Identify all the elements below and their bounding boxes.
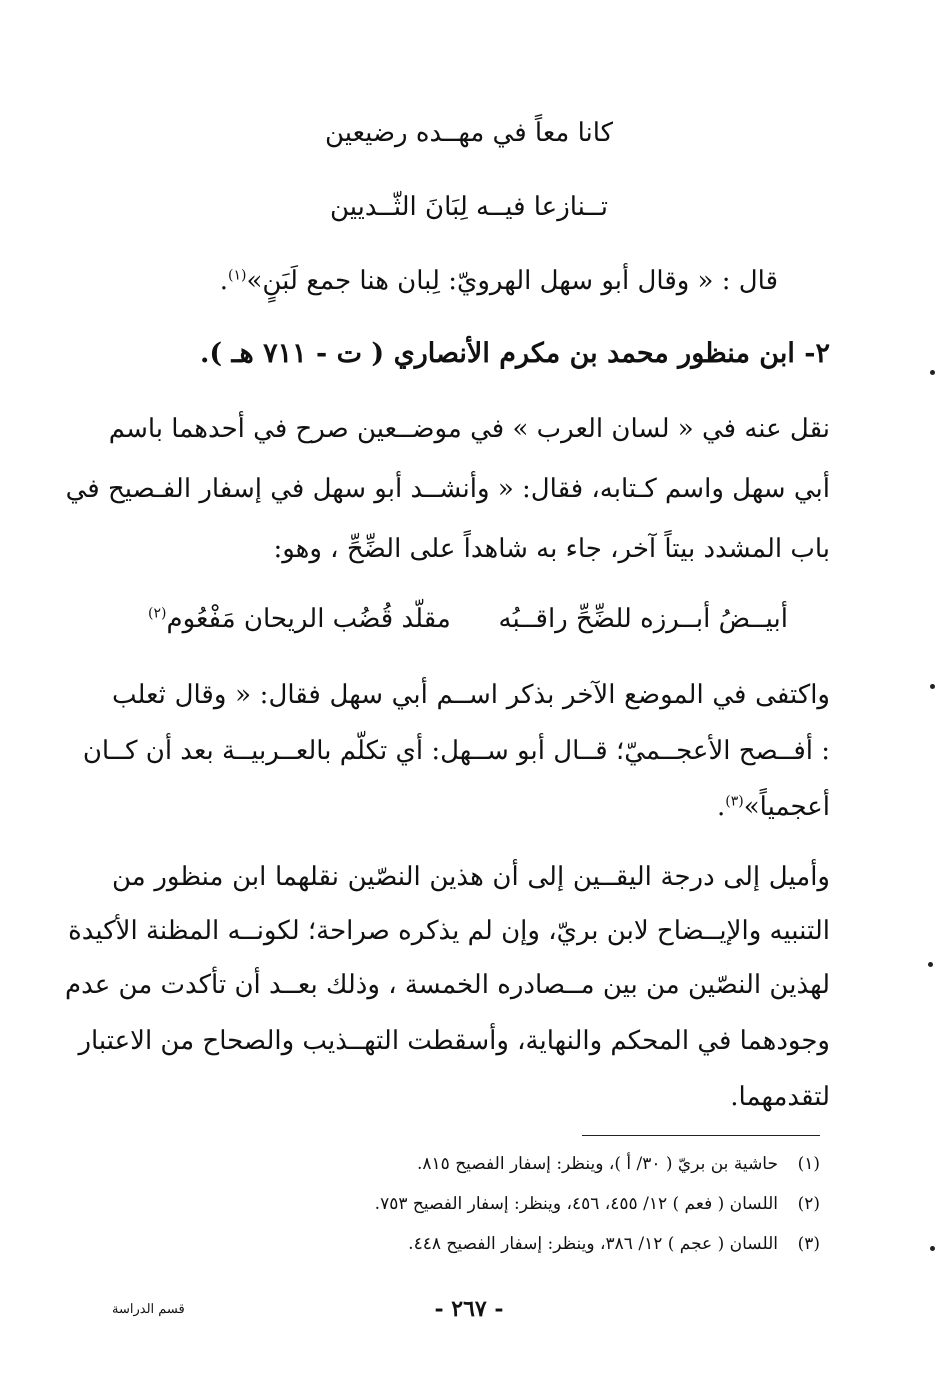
footnote-3-number: (٣) bbox=[797, 1234, 820, 1254]
section-label: قسم الدراسة bbox=[112, 1302, 185, 1317]
footnote-ref-3: (٣) bbox=[725, 793, 744, 810]
verse2-left-text: مقلّد قُضُب الريحان مَفْعُوم bbox=[166, 604, 451, 634]
footnote-1-number: (١) bbox=[797, 1154, 820, 1174]
scan-speck bbox=[930, 370, 935, 375]
para2-line-3-text: أعجمياً» bbox=[743, 792, 830, 822]
footnote-2-text: اللسان ( فعم ) ١٢/ ٤٥٥، ٤٥٦، وينظر: إسفار الفصيح ٧٥٣. bbox=[374, 1194, 778, 1214]
para3-line-1: وأميل إلى درجة اليقــين إلى أن هذين النصّين نقلهما ابن منظور من bbox=[112, 862, 830, 892]
footnote-1-text: حاشية بن بريّ ( ٣٠/ أ )، وينظر: إسفار الفصيح ٨١٥. bbox=[416, 1154, 778, 1174]
para3-line-2: التنبيه والإيــضاح لابن بريّ، وإن لم يذكره صراحة؛ لكونــه المظنة الأكيدة bbox=[68, 916, 830, 946]
footnote-separator bbox=[582, 1135, 820, 1136]
para2-line-2: : أفــصح الأعجــميّ؛ قــال أبو ســهل: أي تكلّم بالعــربيــة بعد أن كــان bbox=[82, 736, 830, 766]
para1-line-1: نقل عنه في « لسان العرب » في موضــعين صرح في أحدهما باسم bbox=[108, 414, 830, 444]
footnote-ref-2: (٢) bbox=[148, 605, 167, 622]
footnote-3 bbox=[408, 1234, 820, 1254]
footnote-2 bbox=[375, 1194, 820, 1214]
footnote-1 bbox=[417, 1154, 820, 1174]
scan-speck bbox=[930, 684, 935, 689]
verse2-right-hemistich: أبيــضُ أبــرزه للضِّحِّ راقــبُه bbox=[498, 604, 788, 634]
page-number: - ٢٦٧ - bbox=[434, 1296, 504, 1322]
para2-line-1: واكتفى في الموضع الآخر بذكر اســم أبي سهل فقال: « وقال ثعلب bbox=[112, 680, 830, 710]
para3-line-5: لتقدمهما. bbox=[730, 1082, 830, 1112]
section-heading: ٢- ابن منظور محمد بن مكرم الأنصاري ( ت - ٧١١ هـ ). bbox=[199, 338, 830, 369]
scan-speck bbox=[930, 1246, 935, 1251]
quote-line bbox=[220, 266, 778, 296]
quote-end: . bbox=[219, 266, 229, 296]
footnote-ref-1: (١) bbox=[228, 267, 247, 284]
para3-line-4: وجودهما في المحكم والنهاية، وأسقطت التهــذيب والصحاح من الاعتبار bbox=[78, 1026, 830, 1056]
para1-line-3: باب المشدد بيتاً آخر، جاء به شاهداً على الضِّحِّ ، وهو: bbox=[273, 534, 830, 564]
para2-line-3 bbox=[112, 792, 830, 822]
verse-line-1: كانا معاً في مهــده رضيعين bbox=[324, 118, 614, 148]
para1-line-2: أبي سهل واسم كـتابه، فقال: « وأنشــد أبو سهل في إسفار الفـصيح في bbox=[65, 474, 830, 504]
quote-text: قال : « وقال أبو سهل الهرويّ: لِبان هنا جمع لَبَنٍ» bbox=[246, 266, 778, 296]
para3-line-3: لهذين النصّين من بين مــصادره الخمسة ، وذلك بعــد أن تأكدت من عدم bbox=[65, 970, 830, 1000]
verse-line-2: تــنازعا فيــه لِبَانَ الثّــديين bbox=[329, 192, 608, 222]
scan-speck bbox=[928, 962, 933, 967]
para2-line-3-end: . bbox=[717, 792, 726, 822]
verse2-left-hemistich bbox=[148, 604, 451, 634]
footnote-3-text: اللسان ( عجم ) ١٢/ ٣٨٦، وينظر: إسفار الفصيح ٤٤٨. bbox=[408, 1234, 778, 1254]
footnote-2-number: (٢) bbox=[797, 1194, 820, 1214]
